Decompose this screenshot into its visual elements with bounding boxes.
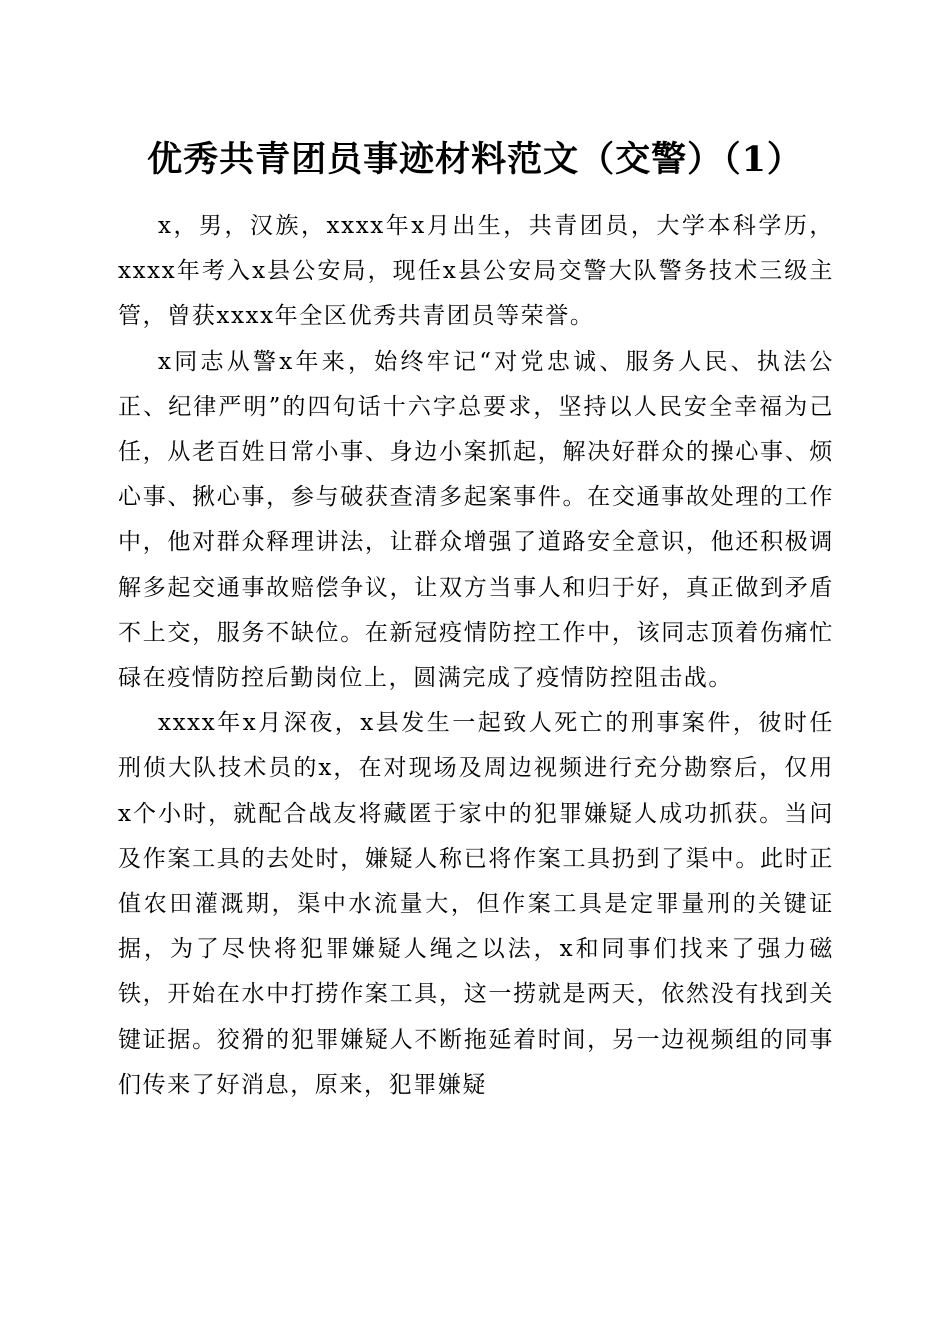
paragraph-profile: x，男，汉族，xxxx年x月出生，共青团员，大学本科学历，xxxx年考入x县公安局，现任x县公安局交警大队警务技术三级主管，曾获xxxx年全区优秀共青团员等荣誉。 <box>118 213 834 330</box>
document-title: 优秀共青团员事迹材料范文（交警）（1） <box>147 139 803 180</box>
document-body <box>118 204 834 1108</box>
paragraph-case-story: xxxx年x月深夜，x县发生一起致人死亡的刑事案件，彼时任刑侦大队技术员的x，在对现场及周边视频进行充分勘察后，仅用x个小时，就配合战友将藏匿于家中的犯罪嫌疑人成功抓获。当问及作案工具的去处时，嫌疑人称已将作案工具扔到了渠中。此时正值农田灌溉期，渠中水流量大，但作案工具是定罪量刑的关键证据，为了尽快将犯罪嫌疑人绳之以法，x和同事们找来了强力磁铁，开始在水中打捞作案工具，这一捞就是两天，依然没有找到关键证据。狡猾的犯罪嫌疑人不断拖延着时间，另一边视频组的同事们传来了好消息，原来，犯罪嫌疑 <box>118 710 834 1098</box>
paragraph-service-record: x同志从警x年来，始终牢记“对党忠诚、服务人民、执法公正、纪律严明”的四句话十六字总要求，坚持以人民安全幸福为己任，从老百姓日常小事、身边小案抓起，解决好群众的操心事、烦心事、揪心事，参与破获查清多起案事件。在交通事故处理的工作中，他对群众释理讲法，让群众增强了道路安全意识，他还积极调解多起交通事故赔偿争议，让双方当事人和归于好，真正做到矛盾不上交，服务不缺位。在新冠疫情防控工作中，该同志顶着伤痛忙碌在疫情防控后勤岗位上，圆满完成了疫情防控阻击战。 <box>118 348 834 692</box>
